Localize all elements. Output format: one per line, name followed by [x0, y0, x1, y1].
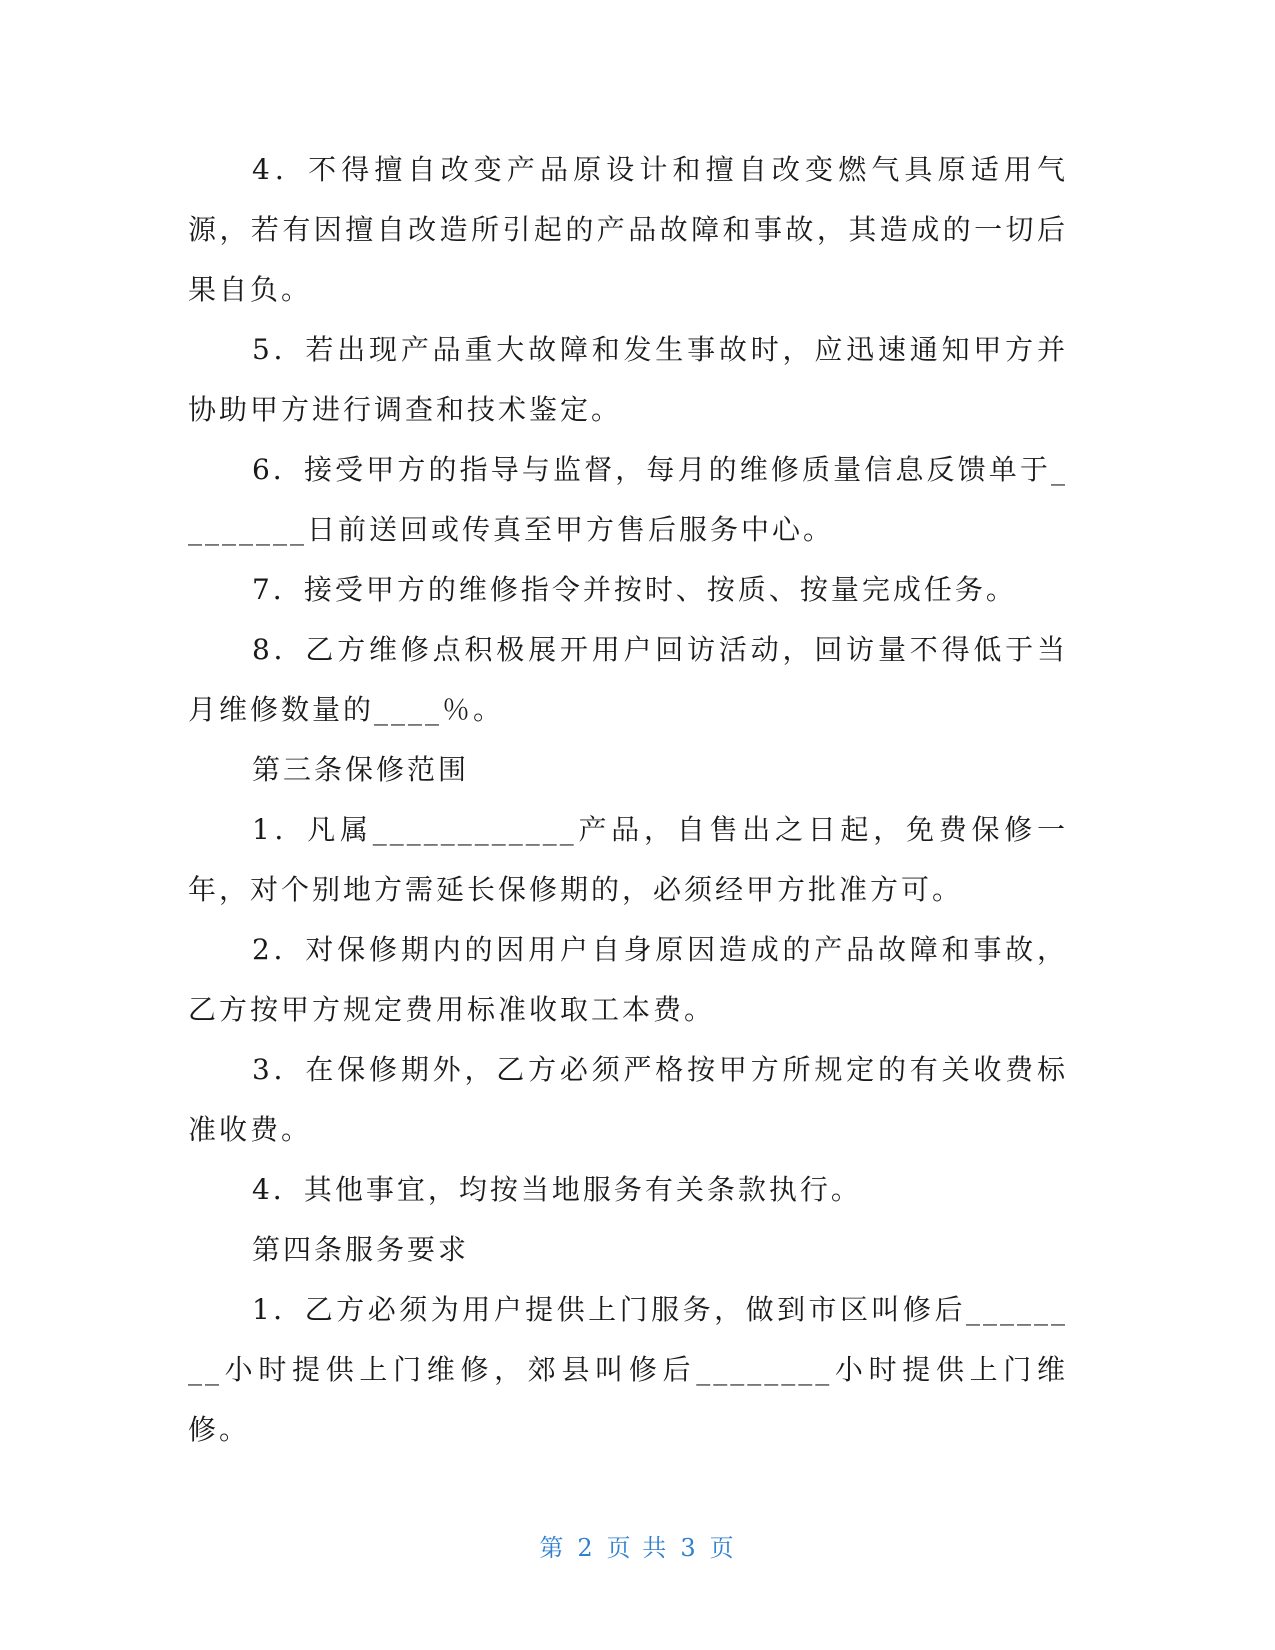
paragraph-item-7: 7．接受甲方的维修指令并按时、按质、按量完成任务。 — [252, 573, 1017, 606]
footer-middle: 页 共 — [606, 1534, 669, 1562]
footer-total-pages: 3 — [680, 1534, 698, 1562]
paragraph-warranty-1: 1．凡属____________产品，自售出之日起，免费保修一年，对个别地方需延长保修期的，必须经甲方批准方可。 — [188, 813, 1068, 906]
document-body — [188, 140, 1068, 1460]
paragraph-item-4: 4．不得擅自改变产品原设计和擅自改变燃气具原适用气源，若有因擅自改造所引起的产品故障和事故，其造成的一切后果自负。 — [188, 153, 1068, 306]
paragraph-warranty-2: 2．对保修期内的因用户自身原因造成的产品故障和事故，乙方按甲方规定费用标准收取工本费。 — [188, 933, 1068, 1026]
paragraph-item-5: 5．若出现产品重大故障和发生事故时，应迅速通知甲方并协助甲方进行调查和技术鉴定。 — [188, 333, 1068, 426]
footer-suffix: 页 — [709, 1534, 736, 1562]
paragraph-warranty-3: 3．在保修期外，乙方必须严格按甲方所规定的有关收费标准收费。 — [188, 1053, 1068, 1146]
paragraph-service-1: 1．乙方必须为用户提供上门服务，做到市区叫修后________小时提供上门维修，郊县叫修后________小时提供上门维修。 — [188, 1293, 1068, 1446]
paragraph-item-6: 6．接受甲方的指导与监督，每月的维修质量信息反馈单于________日前送回或传真至甲方售后服务中心。 — [188, 453, 1068, 546]
footer-prefix: 第 — [539, 1534, 566, 1562]
section-heading-article-3: 第三条保修范围 — [252, 753, 470, 786]
page-footer — [0, 1528, 1275, 1563]
paragraph-item-8: 8．乙方维修点积极展开用户回访活动，回访量不得低于当月维修数量的____％。 — [188, 633, 1068, 726]
footer-page-number: 2 — [577, 1534, 595, 1562]
paragraph-warranty-4: 4．其他事宜，均按当地服务有关条款执行。 — [252, 1173, 862, 1206]
section-heading-article-4: 第四条服务要求 — [252, 1233, 470, 1266]
